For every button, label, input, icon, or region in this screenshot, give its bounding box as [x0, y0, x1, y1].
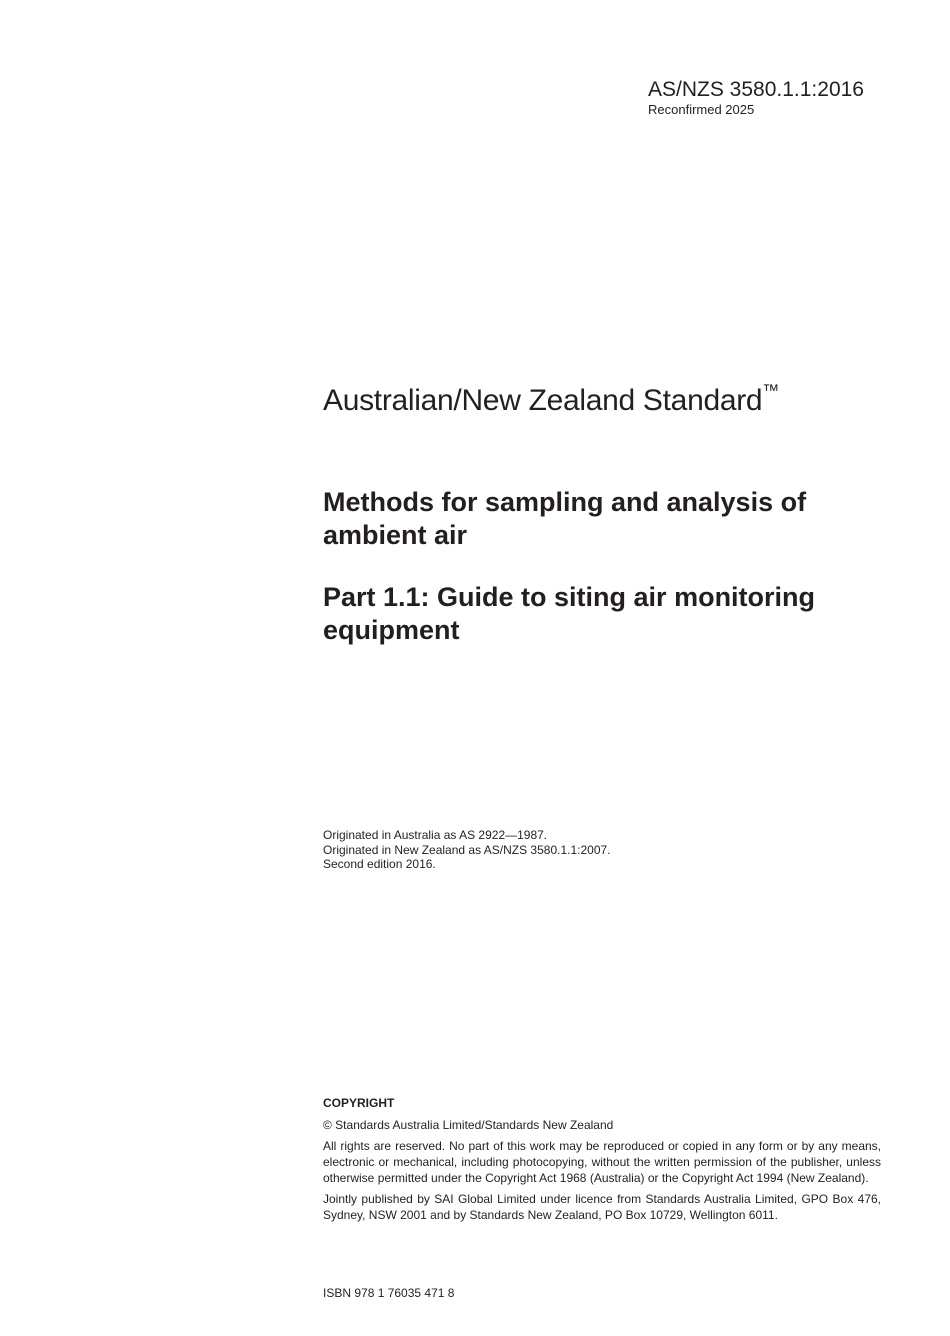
trademark-symbol: ™	[762, 381, 779, 400]
document-title: Methods for sampling and analysis of ambient air	[323, 487, 807, 550]
origin-line: Originated in New Zealand as AS/NZS 3580.1.1:2007.	[323, 842, 611, 857]
standard-type-text: Australian/New Zealand Standard	[323, 384, 763, 417]
origin-line: Originated in Australia as AS 2922—1987.	[323, 828, 548, 842]
reconfirmed-note: Reconfirmed 2025	[648, 102, 755, 117]
copyright-heading: COPYRIGHT	[323, 1096, 395, 1110]
copyright-owner: © Standards Australia Limited/Standards New Zealand	[323, 1118, 614, 1132]
copyright-rights: All rights are reserved. No part of this work may be reproduced or copied in any form or by any means, electronic or mechanical, including photocopying, without the written permission of the publisher, unless otherwise permitted under the Copyright Act 1968 (Australia) or the Copyright Act 1994 (New Zealand).	[323, 1139, 881, 1185]
standard-number: AS/NZS 3580.1.1:2016	[648, 78, 864, 101]
copyright-publisher: Jointly published by SAI Global Limited under licence from Standards Australia Limited, GPO Box 476, Sydney, NSW 2001 and by Standards New Zealand, PO Box 10729, Wellington 6011.	[323, 1192, 881, 1222]
copyright-block	[323, 1095, 881, 1228]
origin-notes	[323, 828, 893, 872]
origin-line: Second edition 2016.	[323, 857, 436, 871]
part-title: Part 1.1: Guide to siting air monitoring equipment	[323, 582, 816, 645]
standard-type	[323, 383, 893, 419]
isbn: ISBN 978 1 76035 471 8	[323, 1286, 455, 1300]
document-header	[648, 78, 908, 117]
